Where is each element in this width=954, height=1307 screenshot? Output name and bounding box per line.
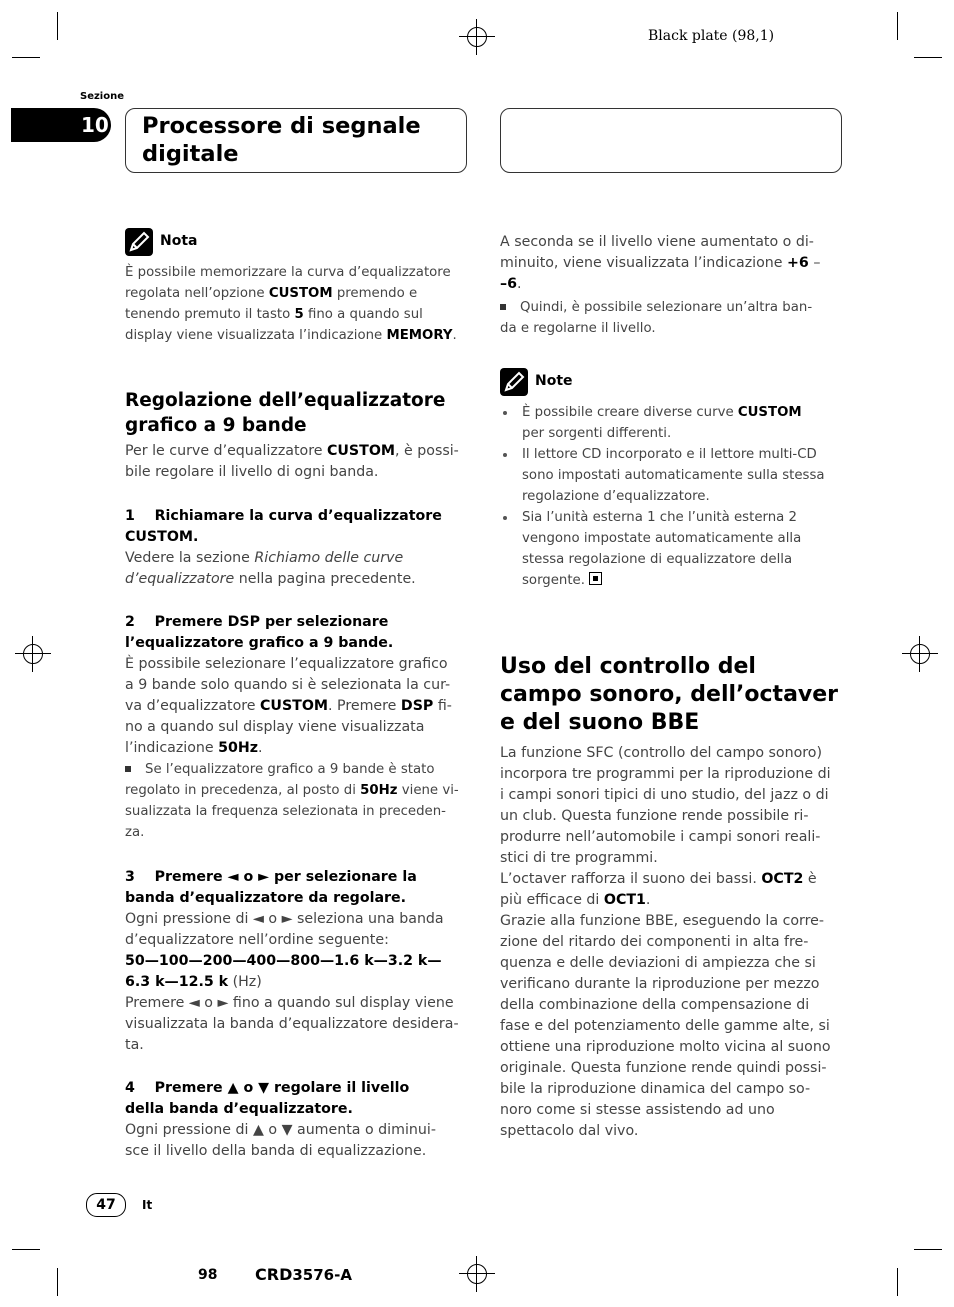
model-code: CRD3576-A [255, 1265, 352, 1284]
step-1: 1 Richiamare la curva d’equalizzatore CUSTOM. Vedere la sezione Richiamo delle curve d’equalizzatore nella pagina precedente. [125, 508, 442, 587]
notes-label: Note [535, 373, 573, 389]
note-pencil-icon [500, 368, 528, 396]
crop-mark [57, 1268, 58, 1296]
registration-mark-icon [902, 636, 938, 672]
end-of-section-icon [589, 572, 602, 585]
crop-mark [12, 57, 40, 58]
print-page-number: 98 [198, 1267, 218, 1283]
bullet-dot-icon [503, 411, 507, 415]
section-number-tab [11, 108, 111, 142]
list-item: Sia l’unità esterna 1 che l’unità esterna 2 vengono impostate automaticamente alla stessa regolazione di equalizzatore della sorgente. [500, 507, 850, 591]
registration-mark-icon [459, 19, 495, 55]
language-code: It [142, 1198, 153, 1212]
page-number: 47 [86, 1193, 126, 1217]
crop-mark [12, 1249, 40, 1250]
plate-label: Black plate (98,1) [648, 28, 775, 44]
crop-mark [914, 57, 942, 58]
step-4: 4 Premere ▲ o ▼ regolare il livello della banda d’equalizzatore. Ogni pressione di ▲ o ▼ aumenta o diminui- sce il livello della banda di equalizzazione. [125, 1080, 436, 1159]
step-2: 2 Premere DSP per selezionare l’equalizzatore grafico a 9 bande. È possibile selezionare l’equalizzatore grafico a 9 bande solo quando si è selezionata la cur- va d’equalizzatore CUSTOM. Premere DSP fi- no a quando sul display viene visualizzata l’indicazione 50Hz. Se l’equalizzatore grafico a 9 bande è stato regolato in precedenza, al posto di 50Hz viene vi- sualizzata la frequenza selezionata in preceden- za. [125, 614, 459, 840]
registration-mark-icon [459, 1256, 495, 1292]
section-label: Sezione [80, 91, 125, 102]
eq-heading: Regolazione dell’equalizzatore grafico a 9 bande [125, 390, 446, 436]
note-pencil-icon [125, 228, 153, 256]
crop-mark [897, 12, 898, 40]
sfc-body: La funzione SFC (controllo del campo sonoro) incorpora tre programmi per la riproduzione di i campi sonori tipici di uno studio, del jazz o di un club. Questa funzione rende possibile ri- produrre nell’automobile i campi sonori reali- stici di tre programmi. L’octaver rafforza il suono dei bassi. OCT2 è più efficace di OCT1. Grazie alla funzione BBE, eseguendo la corre- zione del ritardo dei componenti in alta fre- quenza e delle deviazioni di ampiezza che si verificano durante la riproduzione per mezzo della combinazione della compensazione di fase e del potenziamento delle gamme alte, si ottiene una riproduzione molto vicina al suono originale. Questa funzione rende quindi possi- bile la riproduzione dinamica del campo so- noro come si stesse assistendo ad uno spettacolo dal vivo. [500, 745, 831, 1139]
section-title-line2: digitale [142, 141, 239, 167]
list-item: È possibile creare diverse curve CUSTOM per sorgenti differenti. [500, 402, 850, 444]
crop-mark [897, 1268, 898, 1296]
section-title-box [125, 108, 467, 173]
crop-mark [57, 12, 58, 40]
bullet-dot-icon [503, 453, 507, 457]
bullet-square-icon [500, 304, 506, 310]
empty-title-box [500, 108, 842, 173]
bullet-square-icon [125, 766, 131, 772]
registration-mark-icon [15, 636, 51, 672]
notes-list [500, 402, 850, 591]
level-subnote: Quindi, è possibile selezionare un’altra ban- da e regolarne il livello. [500, 300, 813, 336]
note-label: Nota [160, 233, 198, 249]
step-3: 3 Premere ◄ o ► per selezionare la banda d’equalizzatore da regolare. Ogni pressione di ◄ o ► seleziona una banda d’equalizzatore nell’ordine seguente: 50—100—200—400—800—1.6 k—3.2 k— 6.3 k—12.5 k (Hz) Premere ◄ o ► fino a quando sul display viene visualizzata la banda d’equalizzatore desidera- ta. [125, 869, 459, 1053]
eq-intro: Per le curve d’equalizzatore CUSTOM, è possi- bile regolare il livello di ogni banda. [125, 443, 459, 480]
level-paragraph: A seconda se il livello viene aumentato o di- minuito, viene visualizzata l’indicazione +6 – –6. [500, 234, 821, 292]
note-paragraph: È possibile memorizzare la curva d’equalizzatore regolata nell’opzione CUSTOM premendo e tenendo premuto il tasto 5 fino a quando sul display viene visualizzata l’indicazione MEMORY. [125, 265, 457, 343]
sfc-heading: Uso del controllo del campo sonoro, dell’octaver e del suono BBE [500, 654, 839, 735]
section-number: 10 [81, 113, 109, 137]
bullet-dot-icon [503, 516, 507, 520]
list-item: Il lettore CD incorporato e il lettore multi-CD sono impostati automaticamente sulla stessa regolazione d’equalizzatore. [500, 444, 850, 507]
crop-mark [914, 1249, 942, 1250]
section-title-line1: Processore di segnale [142, 113, 421, 139]
